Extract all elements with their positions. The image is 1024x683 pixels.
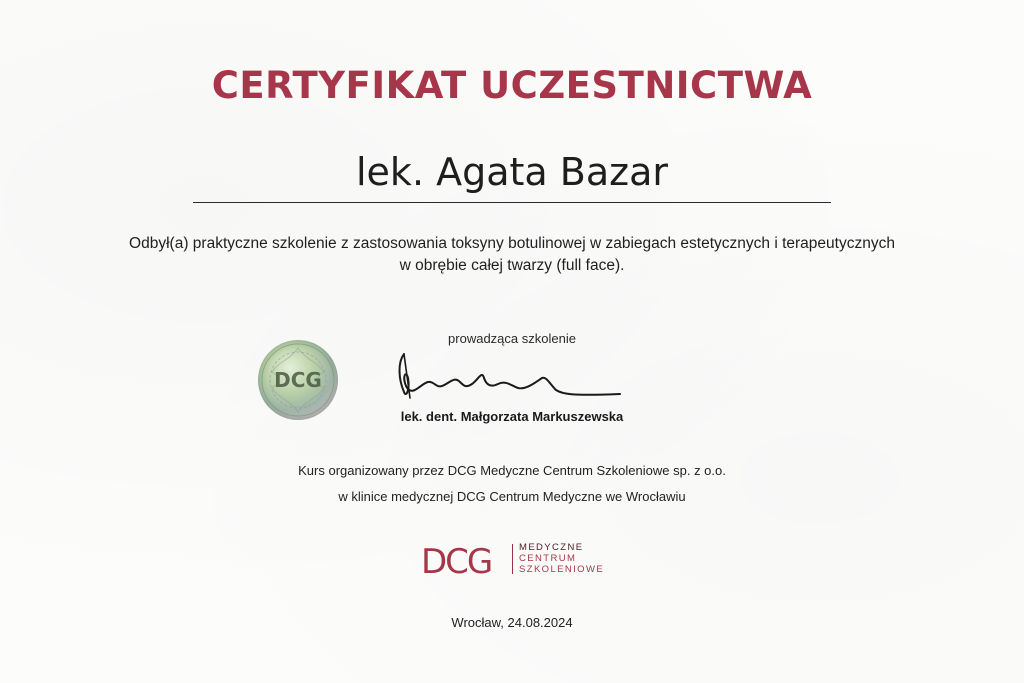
issue-date: Wrocław, 24.08.2024: [451, 615, 573, 630]
logo-line-2: CENTRUM: [519, 553, 577, 564]
course-description: [40, 233, 984, 277]
name-underline: [193, 202, 831, 203]
hologram-seal: [258, 340, 338, 420]
logo-separator: [512, 544, 513, 574]
seal-ornament-icon: [258, 340, 338, 420]
participant-name: lek. Agata Bazar: [356, 150, 668, 194]
logo-line-3: SZKOLENIOWE: [519, 564, 605, 575]
certificate-title: CERTYFIKAT UCZESTNICTWA: [211, 64, 813, 107]
lead-label: prowadząca szkolenie: [448, 331, 576, 346]
description-line-2: w obrębie całej twarzy (full face).: [399, 257, 625, 274]
course-organizer: [0, 458, 1024, 510]
description-line-1: Odbył(a) praktyczne szkolenie z zastosowania toksyny botulinowej w zabiegach estetycznych i terapeutycznych: [129, 235, 895, 252]
logo-line-1: MEDYCZNE: [519, 542, 584, 553]
dcg-logo-mark-icon: [421, 540, 505, 580]
seal-text: DCG: [274, 368, 322, 392]
signature-graphic: [390, 348, 630, 408]
course-line-1: Kurs organizowany przez DCG Medyczne Centrum Szkoleniowe sp. z o.o.: [298, 463, 726, 478]
lead-name: lek. dent. Małgorzata Markuszewska: [400, 409, 624, 424]
logo-wordmark: [519, 542, 604, 575]
course-line-2: w klinice medycznej DCG Centrum Medyczne we Wrocławiu: [338, 489, 686, 504]
dcg-logo: [421, 540, 606, 580]
logo-mark-text: DCG: [421, 542, 492, 580]
